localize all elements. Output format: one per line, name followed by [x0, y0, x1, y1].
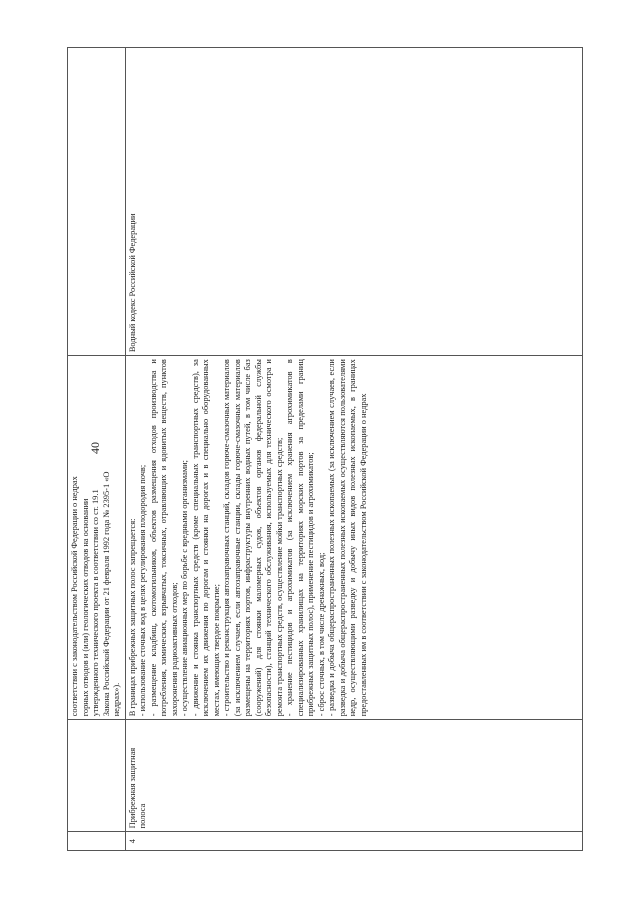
rotated-table-wrapper [67, 47, 583, 851]
table-row-continuation [68, 48, 126, 851]
restriction-line: - хранение пестицидов и агрохимикатов (за исключением хранения агрохимикатов в специализированных хранилищах на территориях морских портов за пределами границ прибрежных защитных полос), применение пестицидов и агрохимикатов; [285, 359, 315, 717]
restriction-line: соответствии с законодательством Российской Федерации о недрах [70, 476, 79, 717]
restriction-line: - строительство и реконструкция автозаправочных станций, складов горюче-смазочных материалов (за исключением случаев, если автозаправочные станции, склады горюче-смазочных материалов размещены на территориях портов, инфраструктуры внутренних водных путей, в том числе баз (сооружений) для стоянки маломерных судов, объектов органов федеральной службы безопасности), станций технического обслуживания, используемых для технического осмотра и ремонта транспортных средств, осуществление мойки транспортных средств; [222, 359, 284, 717]
restriction-line: - сброс сточных, в том числе дренажных, вод; [316, 552, 326, 717]
restriction-line: утвержденного технического проекта в соответствии со ст. 19.1 [91, 489, 100, 717]
law-reference-cell: Водный кодекс Российской Федерации [125, 48, 583, 356]
row-number-cell: 4 [125, 832, 583, 851]
restriction-line: - разведка и добыча общераспространенных полезных ископаемых (за исключением случаев, если разведка и добыча общераспространенных полезных ископаемых осуществляются пользователями недр, осуществляющими разведку и добычу иных видов полезных ископаемых, в границах предоставленных им в соответствии с законодательством Российской Федерации о недрах [327, 359, 368, 717]
law-reference-cell [68, 48, 126, 356]
zone-restrictions-table [67, 47, 583, 851]
page-number: 40 [88, 442, 102, 454]
restriction-line: В границах прибрежных защитных полос запрещается: [127, 518, 137, 717]
restriction-line: Закона Российской Федерации от 21 февраля 1992 года № 2395-1 «О [101, 471, 111, 717]
restriction-line: - размещение кладбищ, скотомогильников, объектов размещения отходов производства и потребления, химических, взрывчатых, токсичных, отравляющих и ядовитых веществ, пунктов захоронения радиоактивных отходов; [148, 359, 179, 717]
table-row-coastal-strip [125, 48, 583, 851]
zone-name-cell: Прибрежная защитная полоса [125, 720, 583, 832]
restrictions-cell [125, 356, 583, 720]
restriction-line: - осуществление авиационных мер по борьбе с вредными организмами; [180, 460, 189, 717]
restrictions-cell [68, 356, 126, 720]
zone-name-cell [68, 720, 126, 832]
restriction-line: горных отводов и (или) геологических отводов на основании [80, 498, 90, 717]
restriction-line: - движение и стоянка транспортных средств (кроме специальных транспортных средств), за исключением их движения по дорогам и стоянки на дорогах и в специально оборудованных местах, имеющих твердое покрытие; [190, 359, 221, 717]
restriction-line: - использование сточных вод в целях регулирования плодородия почв; [138, 464, 147, 717]
row-number-cell [68, 832, 126, 851]
restriction-line: недрах»). [112, 682, 121, 717]
